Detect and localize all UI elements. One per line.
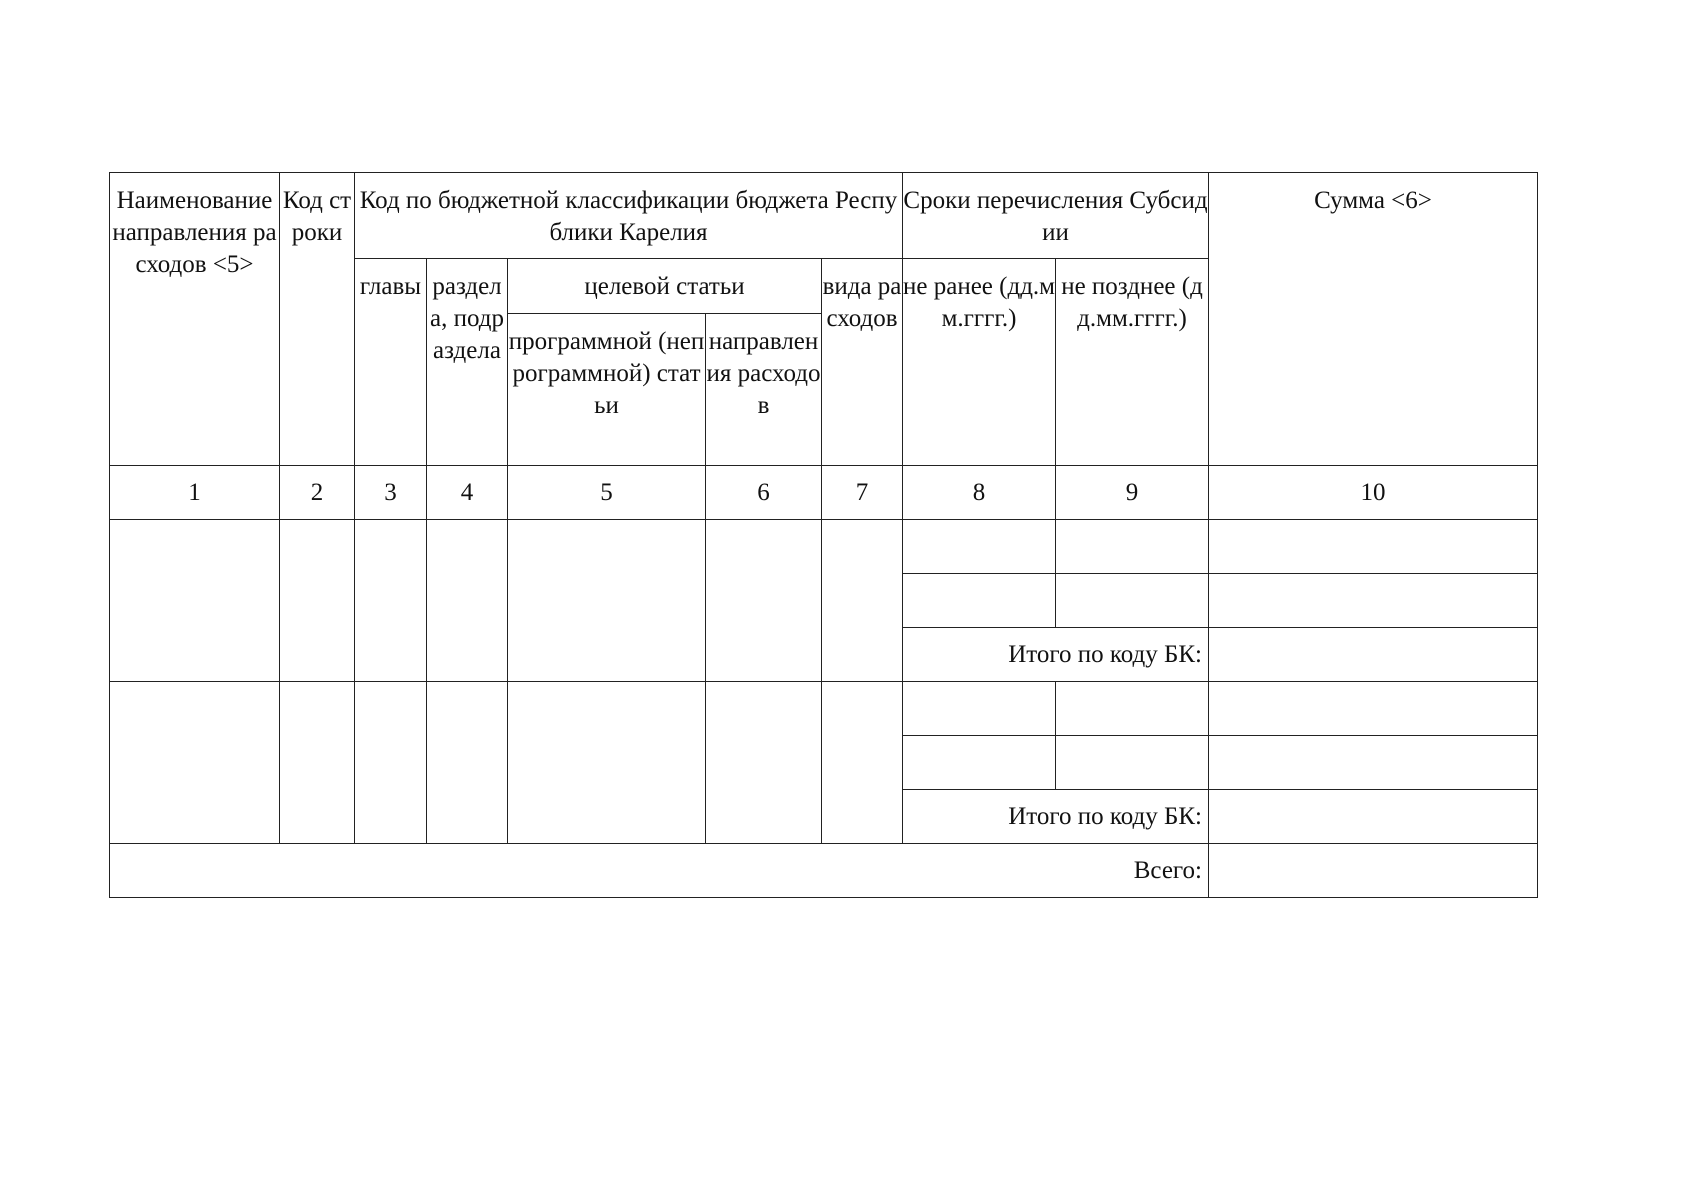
column-number-4: 4	[427, 466, 508, 520]
cell-row-code[interactable]	[280, 682, 355, 844]
cell-not-earlier[interactable]	[903, 736, 1056, 790]
header-sum: Сумма <6>	[1209, 173, 1538, 466]
header-row-1	[110, 173, 1538, 259]
cell-not-later[interactable]	[1056, 574, 1209, 628]
header-not-later: не позднее (дд.мм.гггг.)	[1056, 259, 1209, 466]
cell-expense-direction[interactable]	[706, 520, 822, 682]
header-transfer-terms: Сроки перечисления Субсидии	[903, 173, 1209, 259]
cell-expense-direction[interactable]	[706, 682, 822, 844]
cell-not-later[interactable]	[1056, 682, 1209, 736]
cell-sum[interactable]	[1209, 520, 1538, 574]
grand-total-label: Всего:	[110, 844, 1209, 898]
grand-total-row	[110, 844, 1538, 898]
cell-sum[interactable]	[1209, 682, 1538, 736]
cell-program-article[interactable]	[508, 682, 706, 844]
column-number-9: 9	[1056, 466, 1209, 520]
cell-expense-name[interactable]	[110, 682, 280, 844]
cell-program-article[interactable]	[508, 520, 706, 682]
header-not-earlier: не ранее (дд.мм.гггг.)	[903, 259, 1056, 466]
cell-expense-type[interactable]	[822, 520, 903, 682]
header-row-code: Код строки	[280, 173, 355, 466]
column-number-1: 1	[110, 466, 280, 520]
column-number-row	[110, 466, 1538, 520]
cell-grand-total-sum[interactable]	[1209, 844, 1538, 898]
header-target-article: целевой статьи	[508, 259, 822, 314]
cell-not-later[interactable]	[1056, 520, 1209, 574]
column-number-2: 2	[280, 466, 355, 520]
subtotal-label: Итого по коду БК:	[903, 628, 1209, 682]
header-budget-classification: Код по бюджетной классификации бюджета Республики Карелия	[355, 173, 903, 259]
cell-not-earlier[interactable]	[903, 520, 1056, 574]
column-number-10: 10	[1209, 466, 1538, 520]
cell-chapter[interactable]	[355, 520, 427, 682]
subtotal-label: Итого по коду БК:	[903, 790, 1209, 844]
header-section: раздела, подраздела	[427, 259, 508, 466]
cell-row-code[interactable]	[280, 520, 355, 682]
cell-subtotal-sum[interactable]	[1209, 628, 1538, 682]
subsidy-schedule-table	[109, 172, 1538, 898]
header-expense-direction: направления расходов	[706, 314, 822, 466]
column-number-3: 3	[355, 466, 427, 520]
column-number-7: 7	[822, 466, 903, 520]
column-number-5: 5	[508, 466, 706, 520]
cell-section[interactable]	[427, 520, 508, 682]
header-expense-name: Наименование направления расходов <5>	[110, 173, 280, 466]
cell-not-earlier[interactable]	[903, 574, 1056, 628]
cell-not-later[interactable]	[1056, 736, 1209, 790]
cell-chapter[interactable]	[355, 682, 427, 844]
table-row	[110, 520, 1538, 574]
table-row	[110, 682, 1538, 736]
cell-not-earlier[interactable]	[903, 682, 1056, 736]
header-program-article: программной (непрограммной) статьи	[508, 314, 706, 466]
cell-subtotal-sum[interactable]	[1209, 790, 1538, 844]
column-number-8: 8	[903, 466, 1056, 520]
cell-section[interactable]	[427, 682, 508, 844]
header-chapter: главы	[355, 259, 427, 466]
cell-sum[interactable]	[1209, 574, 1538, 628]
cell-expense-type[interactable]	[822, 682, 903, 844]
cell-sum[interactable]	[1209, 736, 1538, 790]
cell-expense-name[interactable]	[110, 520, 280, 682]
header-expense-type: вида расходов	[822, 259, 903, 466]
column-number-6: 6	[706, 466, 822, 520]
